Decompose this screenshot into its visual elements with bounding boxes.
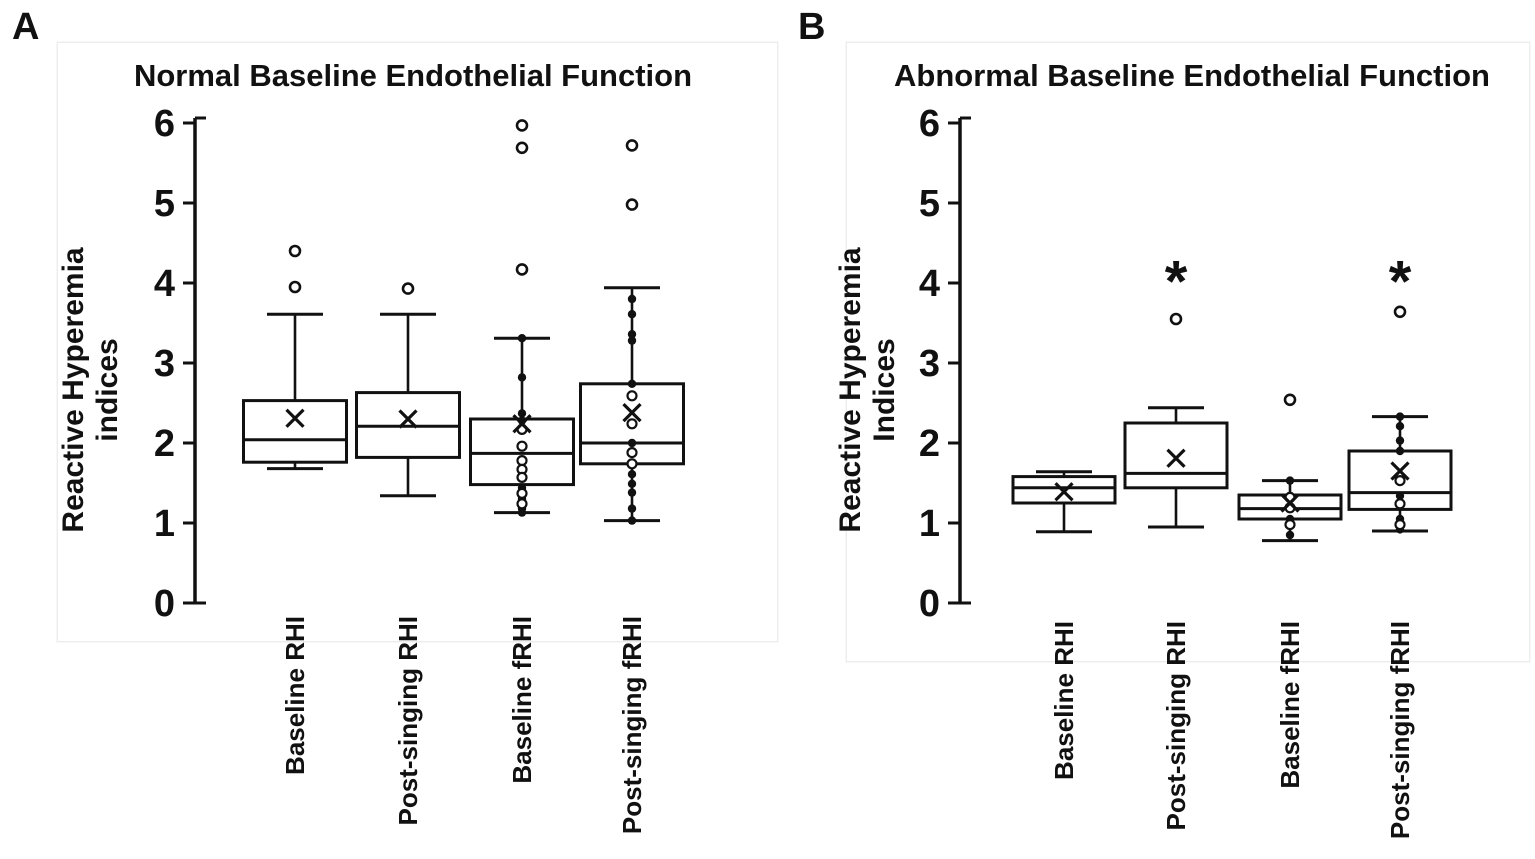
outlier-point	[1171, 314, 1181, 324]
data-point-filled	[1286, 531, 1294, 539]
data-point-filled	[628, 336, 636, 344]
category-label: Post-singing RHI	[393, 616, 423, 826]
data-point-open	[518, 442, 527, 451]
data-point-open	[628, 459, 637, 468]
data-point-filled	[518, 373, 526, 381]
category-label: Baseline fRHI	[507, 616, 537, 784]
y-axis-label-line2: indices	[91, 338, 124, 442]
y-tick-label: 1	[153, 503, 175, 545]
category-label: Baseline RHI	[280, 616, 310, 775]
significance-asterisk: *	[1388, 249, 1412, 315]
data-point-filled	[1396, 436, 1404, 444]
box-group-baseline-rhi	[244, 246, 347, 775]
y-tick-label: 2	[153, 423, 175, 465]
data-point-filled	[518, 508, 526, 516]
data-point-filled	[1396, 447, 1404, 455]
data-point-filled	[518, 409, 526, 417]
data-point-open	[1396, 499, 1405, 508]
data-point-open	[628, 448, 637, 457]
data-point-filled	[628, 295, 636, 303]
outlier-point	[403, 284, 413, 294]
data-point-filled	[1286, 476, 1294, 484]
boxplot-panel-b	[834, 42, 1528, 859]
panel-a-letter: A	[12, 6, 40, 48]
y-tick-label: 4	[918, 263, 940, 305]
panel-b-letter: B	[798, 6, 826, 48]
data-point-open	[1286, 520, 1295, 529]
significance-asterisk: *	[1164, 249, 1188, 315]
box-group-post-singing-frhi	[1349, 249, 1451, 839]
box-group-baseline-frhi	[471, 120, 574, 783]
data-point-filled	[628, 380, 636, 388]
data-point-filled	[628, 480, 636, 488]
data-point-open	[518, 489, 527, 498]
outlier-point	[517, 264, 527, 274]
category-label: Baseline fRHI	[1275, 621, 1305, 789]
outlier-point	[517, 120, 527, 130]
data-point-open	[518, 473, 527, 482]
data-point-filled	[628, 310, 636, 318]
y-axis-label-line2: Indices	[868, 338, 901, 442]
data-point-filled	[1396, 422, 1404, 430]
y-tick-label: 5	[153, 183, 175, 225]
data-point-filled	[1396, 412, 1404, 420]
y-tick-label: 6	[918, 103, 940, 145]
outlier-point	[517, 143, 527, 153]
data-point-filled	[628, 516, 636, 524]
y-tick-label: 4	[153, 263, 175, 305]
data-point-filled	[518, 334, 526, 342]
data-point-filled	[628, 488, 636, 496]
data-point-open	[518, 456, 527, 465]
iqr-box	[1125, 423, 1227, 488]
outlier-point	[290, 282, 300, 292]
box-group-post-singing-rhi	[357, 284, 460, 826]
y-axis-label-line1: Reactive Hyperemia	[57, 247, 90, 533]
box-group-post-singing-rhi	[1125, 249, 1227, 830]
category-label: Post-singing fRHI	[617, 616, 647, 835]
y-tick-label: 3	[153, 343, 175, 385]
y-tick-label: 0	[918, 583, 940, 625]
category-label: Baseline RHI	[1049, 621, 1079, 780]
data-point-filled	[628, 470, 636, 478]
category-label: Post-singing fRHI	[1385, 621, 1415, 840]
outlier-point	[290, 246, 300, 256]
data-point-open	[628, 391, 637, 400]
box-group-post-singing-frhi	[581, 140, 684, 834]
data-point-filled	[628, 439, 636, 447]
y-tick-label: 5	[918, 183, 940, 225]
iqr-box	[244, 401, 347, 463]
y-tick-label: 0	[153, 583, 175, 625]
outlier-point	[1285, 395, 1295, 405]
data-point-open	[518, 499, 527, 508]
y-tick-label: 2	[918, 423, 940, 465]
y-tick-label: 3	[918, 343, 940, 385]
outlier-point	[627, 200, 637, 210]
data-point-open	[1396, 476, 1405, 485]
y-tick-label: 6	[153, 103, 175, 145]
y-tick-label: 1	[918, 503, 940, 545]
box-group-baseline-frhi	[1239, 395, 1341, 789]
category-label: Post-singing RHI	[1161, 621, 1191, 831]
data-point-open	[1396, 520, 1405, 529]
y-axis-label-line1: Reactive Hyperemia	[834, 247, 867, 533]
boxplot-panel-a	[57, 42, 776, 859]
data-point-open	[628, 419, 637, 428]
outlier-point	[627, 140, 637, 150]
chart-title: Normal Baseline Endothelial Function	[133, 58, 693, 93]
data-point-filled	[628, 504, 636, 512]
box-group-baseline-rhi	[1013, 472, 1115, 780]
chart-title: Abnormal Baseline Endothelial Function	[894, 58, 1490, 93]
